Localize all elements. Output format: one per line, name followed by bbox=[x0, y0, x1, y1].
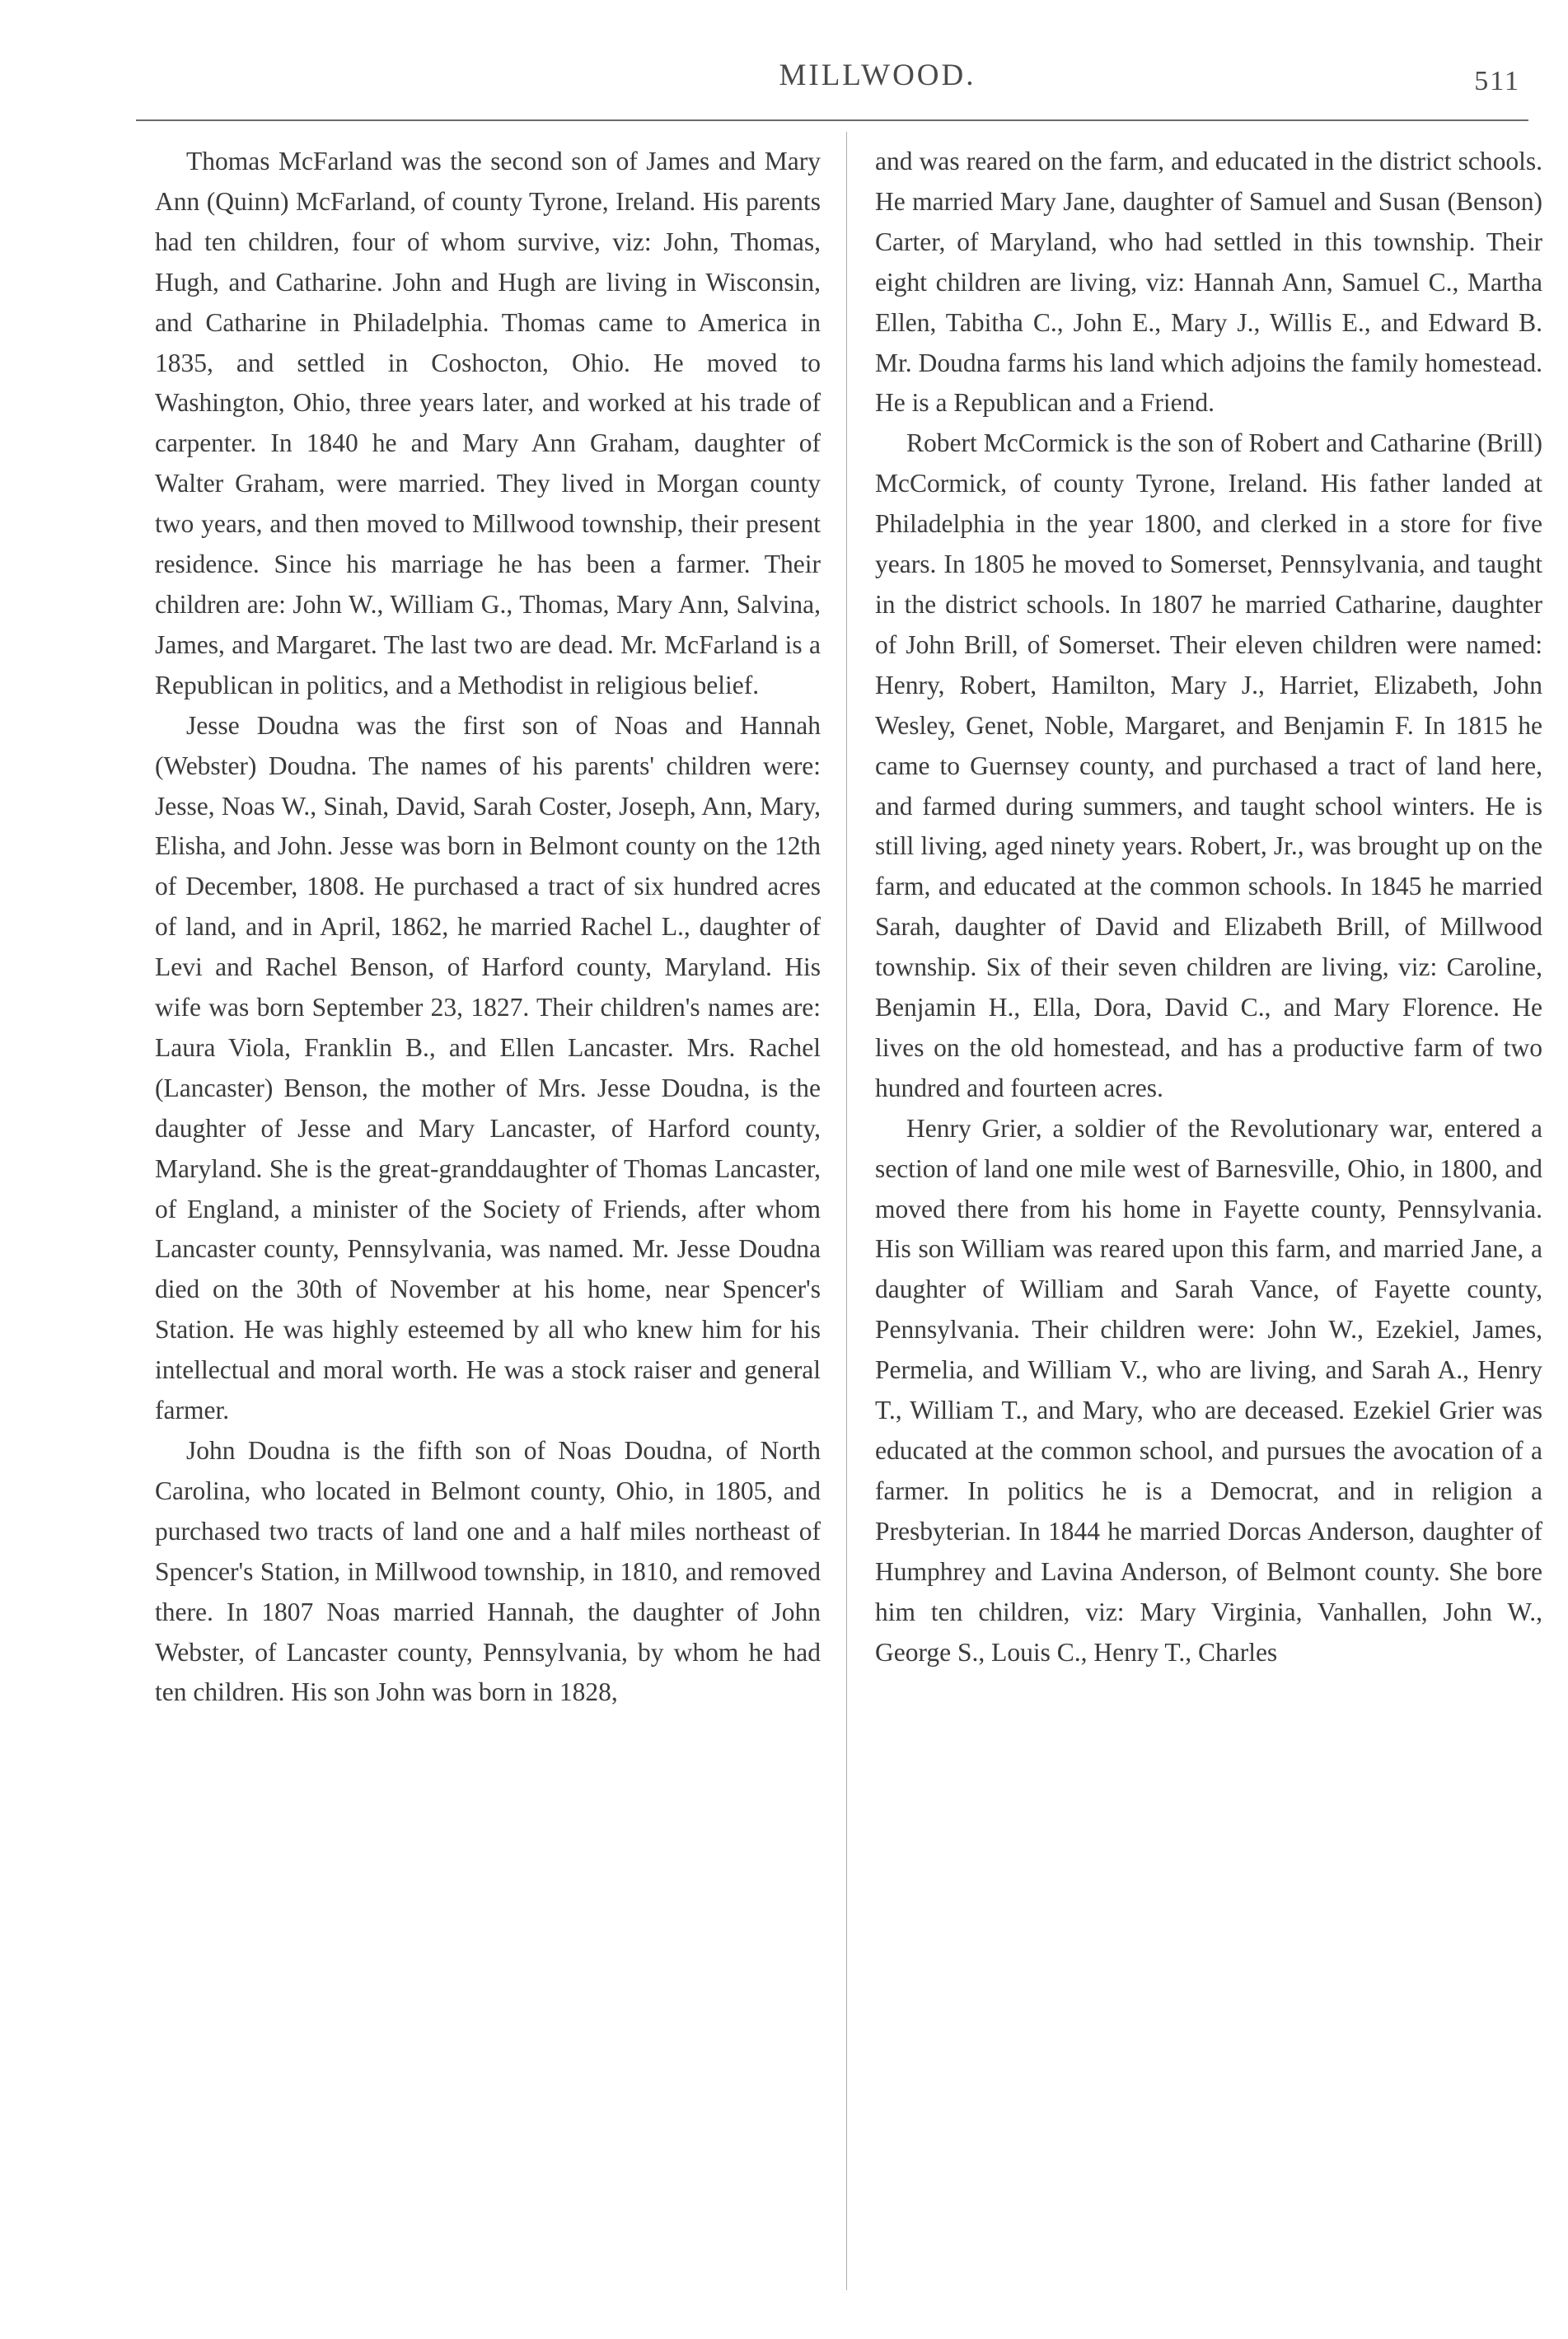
right-column bbox=[875, 142, 1542, 1672]
column-divider bbox=[846, 132, 847, 2290]
paragraph-john-doudna: John Doudna is the fifth son of Noas Doudna, of North Carolina, who located in Belmont county, Ohio, in 1805, and purchased two tracts of land one and a half miles northeast of Spencer's Station, in Millwood township, in 1810, and removed there. In 1807 Noas married Hannah, the daughter of John Webster, of Lancaster county, Pennsylvania, by whom he had ten children. His son John was born in 1828, bbox=[155, 1436, 821, 1707]
paragraph-henry-grier: Henry Grier, a soldier of the Revolutionary war, entered a section of land one mile west of Barnesville, Ohio, in 1800, and moved there from his home in Fayette county, Pennsylvania. His son William was reared upon this farm, and married Jane, a daughter of William and Sarah Vance, of Fayette county, Pennsylvania. Their children were: John W., Ezekiel, James, Permelia, and William V., who are living, and Sarah A., Henry T., William T., and Mary, who are deceased. Ezekiel Grier was educated at the common school, and pursues the avocation of a farmer. In politics he is a Democrat, and in religion a Presbyterian. In 1844 he married Dorcas Anderson, daughter of Humphrey and Lavina Anderson, of Belmont county. She bore him ten children, viz: Mary Virginia, Vanhallen, John W., George S., Louis C., Henry T., Charles bbox=[875, 1113, 1542, 1667]
paragraph-jesse-doudna: Jesse Doudna was the first son of Noas and Hannah (Webster) Doudna. The names of his parents' children were: Jesse, Noas W., Sinah, David, Sarah Coster, Joseph, Ann, Mary, Elisha, and John. Jesse was born in Belmont county on the 12th of December, 1808. He purchased a tract of six hundred acres of land, and in April, 1862, he married Rachel L., daughter of Levi and Rachel Benson, of Harford county, Maryland. His wife was born September 23, 1827. Their children's names are: Laura Viola, Franklin B., and Ellen Lancaster. Mrs. Rachel (Lancaster) Benson, the mother of Mrs. Jesse Doudna, is the daughter of Jesse and Mary Lancaster, of Harford county, Maryland. She is the great-granddaughter of Thomas Lancaster, of England, a minister of the Society of Friends, after whom Lancaster county, Pennsylvania, was named. Mr. Jesse Doudna died on the 30th of November at his home, near Spencer's Station. He was highly esteemed by all who knew him for his intellectual and moral worth. He was a stock raiser and general farmer. bbox=[155, 710, 821, 1425]
paragraph-thomas-mcfarland: Thomas McFarland was the second son of James and Mary Ann (Quinn) McFarland, of county Tyrone, Ireland. His parents had ten children, four of whom survive, viz: John, Thomas, Hugh, and Catharine. John and Hugh are living in Wisconsin, and Catharine in Philadelphia. Thomas came to America in 1835, and settled in Coshocton, Ohio. He moved to Washington, Ohio, three years later, and worked at his trade of carpenter. In 1840 he and Mary Ann Graham, daughter of Walter Graham, were married. They lived in Morgan county two years, and then moved to Millwood township, their present residence. Since his marriage he has been a farmer. Their children are: John W., William G., Thomas, Mary Ann, Salvina, James, and Margaret. The last two are dead. Mr. McFarland is a Republican in politics, and a Methodist in religious belief. bbox=[155, 147, 821, 699]
left-column bbox=[155, 142, 821, 1713]
running-header-title: MILLWOOD. bbox=[779, 58, 976, 92]
paragraph-john-doudna-continued: and was reared on the farm, and educated in the district schools. He married Mary Jane, daughter of Samuel and Susan (Benson) Carter, of Maryland, who had settled in this township. Their eight children are living, viz: Hannah Ann, Samuel C., Martha Ellen, Tabitha C., John E., Mary J., Willis E., and Edward B. Mr. Doudna farms his land which adjoins the family homestead. He is a Republican and a Friend. bbox=[875, 147, 1542, 418]
page-number: 511 bbox=[1474, 66, 1520, 96]
header-rule bbox=[136, 119, 1528, 121]
paragraph-robert-mccormick: Robert McCormick is the son of Robert and Catharine (Brill) McCormick, of county Tyrone, Ireland. His father landed at Philadelphia in the year 1800, and clerked in a store for five years. In 1805 he moved to Somerset, Pennsylvania, and taught in the district schools. In 1807 he married Catharine, daughter of John Brill, of Somerset. Their eleven children were named: Henry, Robert, Hamilton, Mary J., Harriet, Elizabeth, John Wesley, Genet, Noble, Margaret, and Benjamin F. In 1815 he came to Guernsey county, and purchased a tract of land here, and farmed during summers, and taught school winters. He is still living, aged ninety years. Robert, Jr., was brought up on the farm, and educated at the common schools. In 1845 he married Sarah, daughter of David and Elizabeth Brill, of Millwood township. Six of their seven children are living, viz: Caroline, Benjamin H., Ella, Dora, David C., and Mary Florence. He lives on the old homestead, and has a productive farm of two hundred and fourteen acres. bbox=[875, 428, 1542, 1102]
